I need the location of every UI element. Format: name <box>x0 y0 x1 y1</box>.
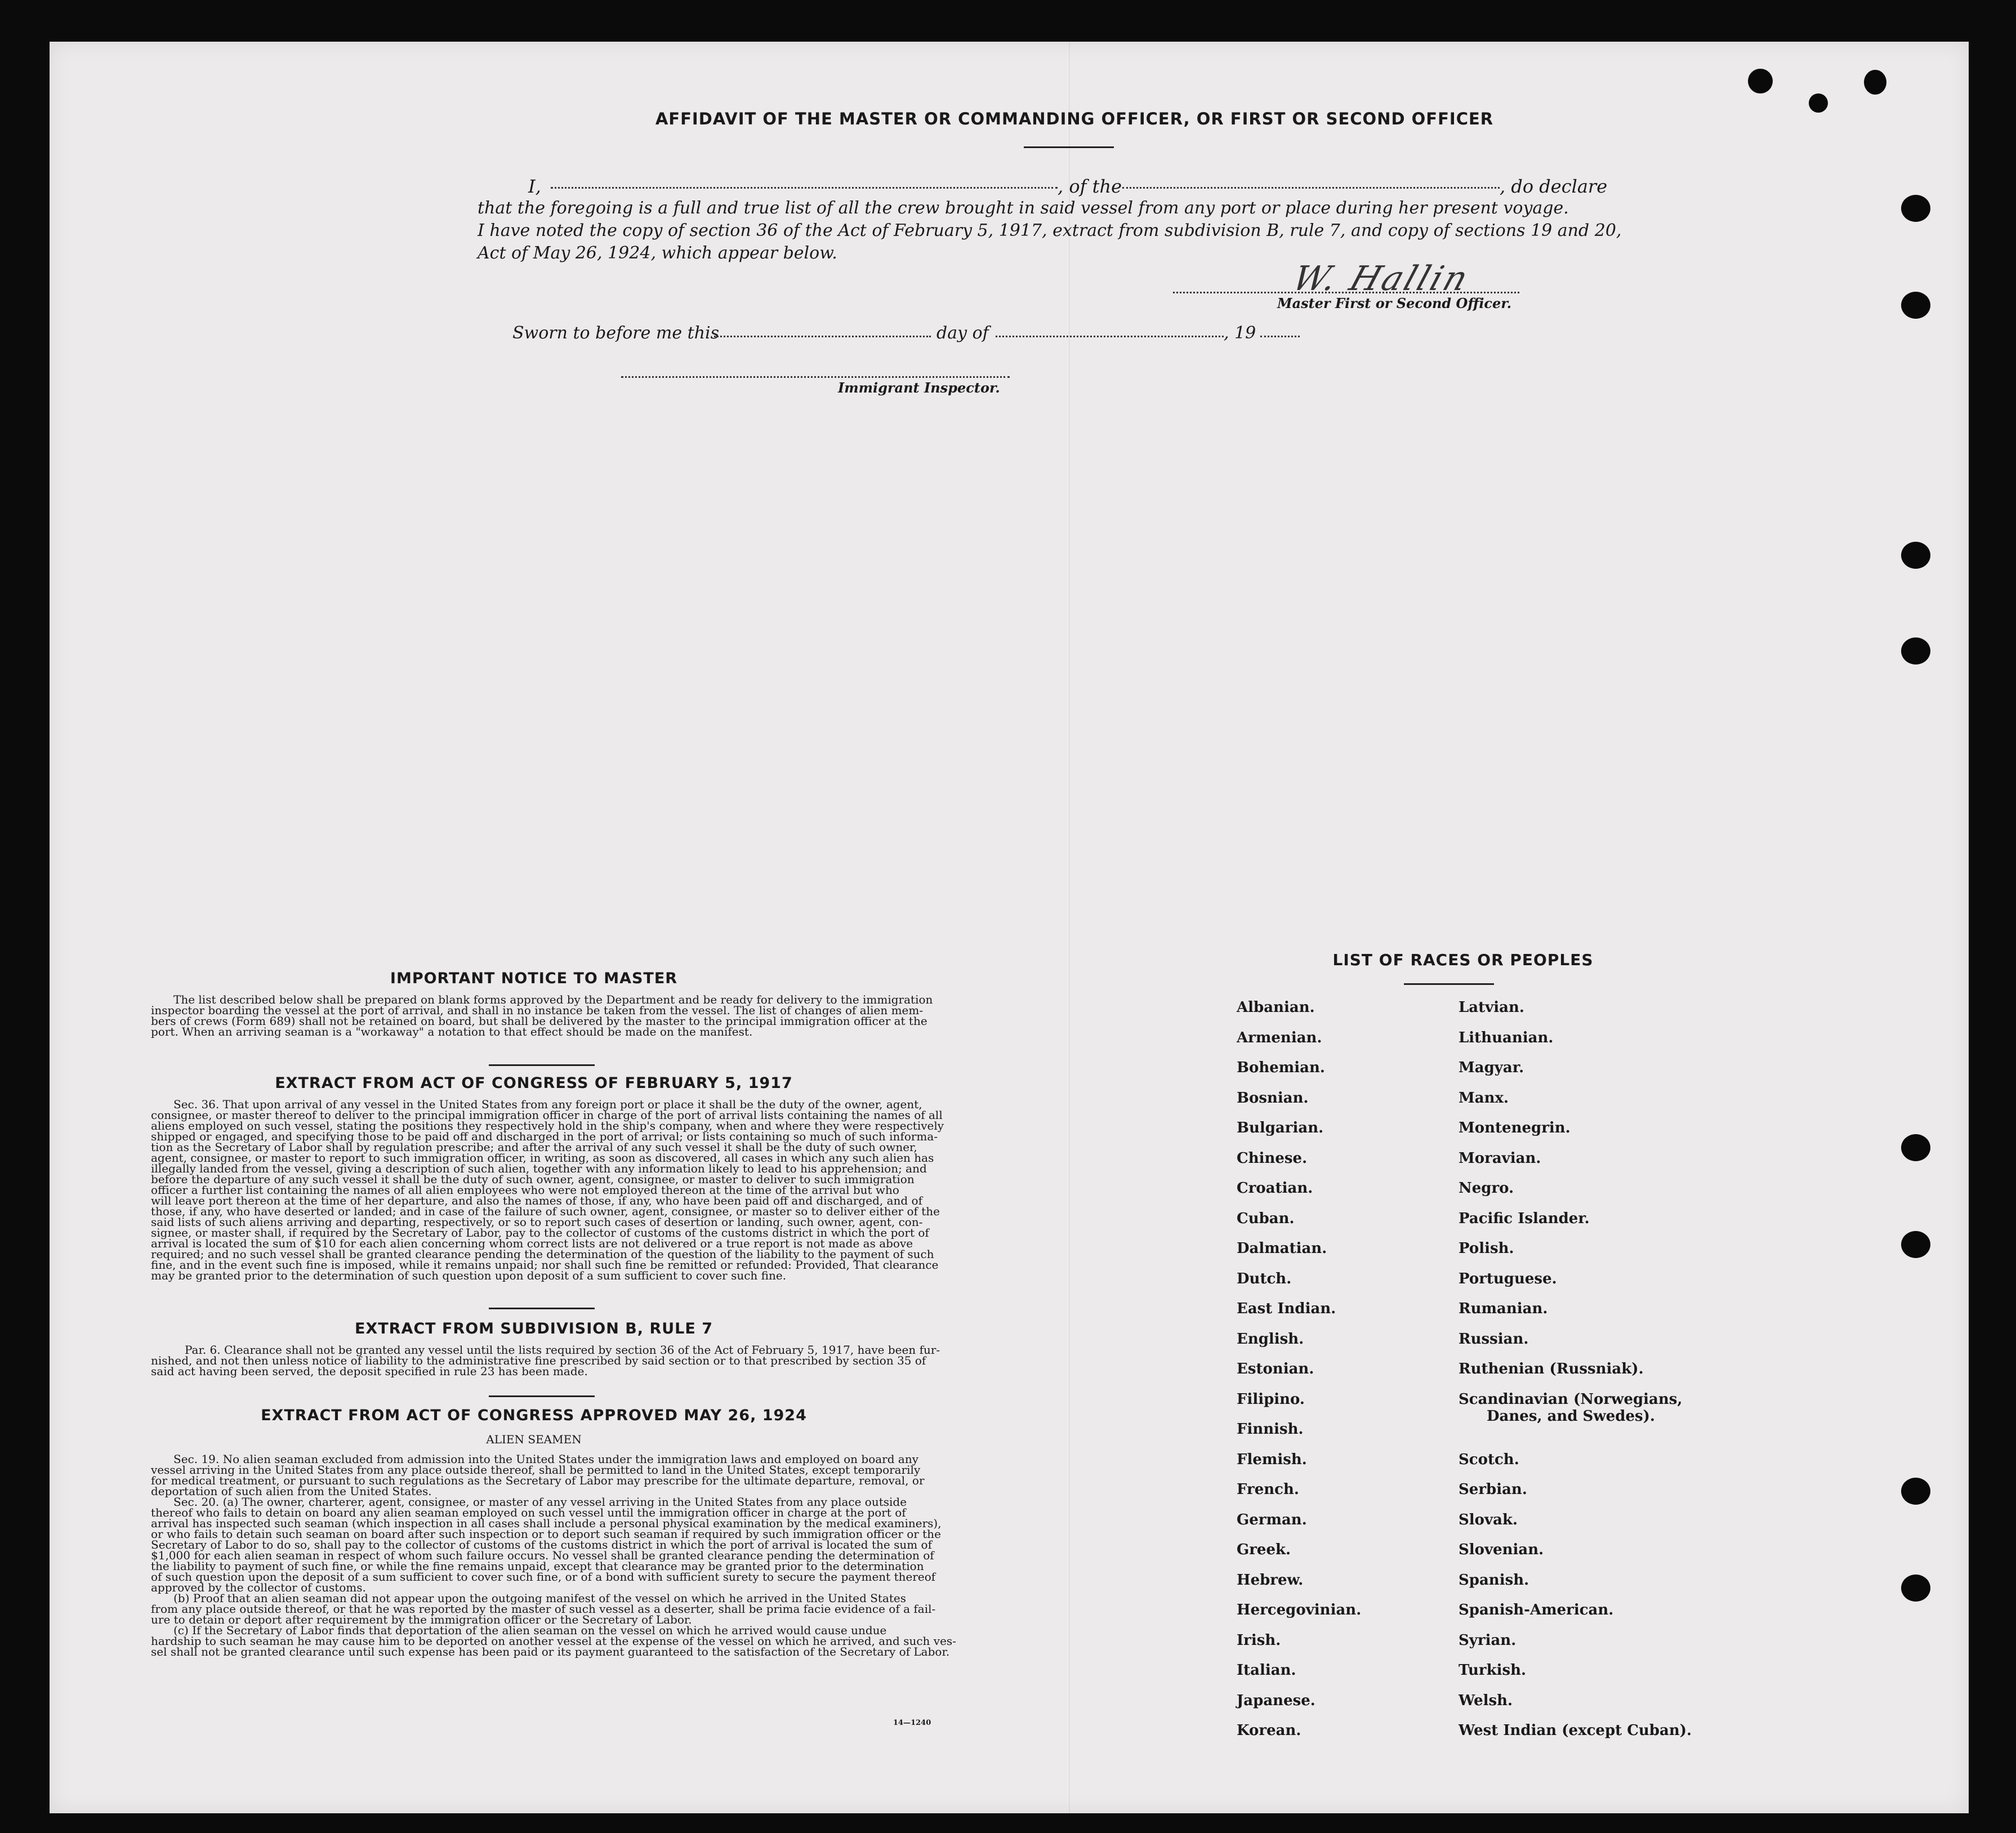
extract-1917-line: may be granted prior to the determination of such question upon deposit of a sum sufficient to cover such fine. <box>151 1269 787 1282</box>
race-item: Ruthenian (Russniak). <box>1459 1361 1644 1377</box>
extract-1924-line: approved by the collector of customs. <box>151 1581 366 1594</box>
extract-1917-line: before the departure of any such vessel it shall be the duty of such owner, agent, consignee, or master to deliver to such immigration <box>151 1172 915 1186</box>
punch-hole <box>1901 195 1930 222</box>
race-item: Filipino. <box>1237 1390 1305 1408</box>
extract-1924-subtitle: ALIEN SEAMEN <box>486 1433 582 1446</box>
punch-hole <box>1901 1575 1930 1602</box>
extract-1917-line: shipped or engaged, and specifying those to be paid off and discharged in the port of arrival; or lists containing so much of such informa- <box>151 1130 938 1143</box>
races-title: LIST OF RACES OR PEOPLES <box>1332 951 1594 969</box>
affidavit-title-rule <box>1024 146 1114 148</box>
race-item: East Indian. <box>1237 1300 1336 1317</box>
race-item: Negro. <box>1459 1180 1514 1197</box>
extract-1917-line: aliens employed on such vessel, stating the positions they respectively hold in the ship's company, when and where they were respectively <box>151 1119 944 1132</box>
race-item: Dalmatian. <box>1237 1240 1327 1257</box>
affidavit-vessel-field[interactable] <box>1122 187 1500 189</box>
extract-1917-line: agent, consignee, or master to report to such immigration officer, in writing, as soon as discovered, all cases in which any such alien has <box>151 1151 934 1165</box>
inspector-caption: Immigrant Inspector. <box>838 380 1000 396</box>
sworn-month-field[interactable] <box>996 336 1224 337</box>
race-item: Hebrew. <box>1237 1571 1304 1589</box>
race-item: Korean. <box>1237 1722 1301 1739</box>
extract-1924-line: the liability to payment of such fine, or while the fine remains unpaid, except that clearance may be granted prior to the determination <box>151 1559 924 1573</box>
race-item: Bohemian. <box>1237 1059 1325 1076</box>
extract-rule7-line: nished, and not then unless notice of liability to the administrative fine prescribed by said section or to that prescribed by section 35 of <box>151 1354 926 1367</box>
races-right-column <box>1459 999 1692 1752</box>
extract-1917-line: arrival is located the sum of $10 for each alien concerning whom correct lists are not delivered or a true report is not made as above <box>151 1237 913 1250</box>
race-item: Armenian. <box>1237 1029 1322 1046</box>
extract-1917-title: EXTRACT FROM ACT OF CONGRESS OF FEBRUARY 5, 1917 <box>275 1074 793 1092</box>
extract-1924-line: arrival has inspected such seaman (which inspection in all cases shall include a personal physical examination by the medical examiners), <box>151 1517 942 1530</box>
punch-hole <box>1748 69 1773 93</box>
extract-rule7-title: EXTRACT FROM SUBDIVISION B, RULE 7 <box>354 1320 713 1337</box>
affidavit-line2: that the foregoing is a full and true list of all the crew brought in said vessel from any port or place during her present voyage. <box>478 198 1569 218</box>
race-item: Scotch. <box>1459 1451 1519 1468</box>
race-item: Dutch. <box>1237 1270 1292 1287</box>
punch-hole <box>1809 93 1828 113</box>
extract-1924-line: Secretary of Labor to do so, shall pay to the collector of customs of the customs district in which the port of arrival is located the sum of <box>151 1538 932 1551</box>
race-item: French. <box>1237 1481 1299 1498</box>
page-fold <box>1069 42 1070 1813</box>
extract-1917-text <box>151 1099 1000 1281</box>
notice-line: The list described below shall be prepared on blank forms approved by the Department and be ready for delivery to the immigration <box>173 993 933 1006</box>
affidavit-name-field[interactable] <box>551 187 1058 189</box>
race-item: Albanian. <box>1237 999 1315 1016</box>
race-item: Greek. <box>1237 1541 1291 1558</box>
extract-1917-line: signee, or master shall, if required by the Secretary of Labor, pay to the collector of customs of the customs district in which the port of <box>151 1226 929 1239</box>
race-item: Spanish-American. <box>1459 1602 1614 1618</box>
race-item: Polish. <box>1459 1240 1514 1257</box>
race-item: Magyar. <box>1459 1059 1524 1076</box>
race-item: Turkish. <box>1459 1662 1527 1679</box>
races-title-rule <box>1404 983 1494 985</box>
race-item: Russian. <box>1459 1330 1529 1348</box>
race-item: Bulgarian. <box>1237 1120 1324 1136</box>
races-left-column <box>1237 999 1361 1752</box>
race-item: Japanese. <box>1237 1692 1315 1709</box>
race-item: Croatian. <box>1237 1180 1313 1197</box>
race-item: Lithuanian. <box>1459 1029 1554 1046</box>
race-item: Chinese. <box>1237 1149 1308 1167</box>
notice-line: inspector boarding the vessel at the port of arrival, and shall in no instance be taken from the vessel. The list of changes of alien mem- <box>151 1004 924 1017</box>
race-item: Latvian. <box>1459 999 1524 1016</box>
extract-1924-line: from any place outside thereof, or that he was reported by the master of such vessel as a deserter, shall be prima facie evidence of a fail- <box>151 1602 936 1616</box>
affidavit-line1-declare: , do declare <box>1500 176 1608 197</box>
extract-1917-line: those, if any, who have deserted or landed; and in case of the failure of such owner, agent, consignee, or master so to deliver either of the <box>151 1205 940 1218</box>
master-signature: W. Hallin <box>1287 259 1475 298</box>
extract-rule7-line: Par. 6. Clearance shall not be granted any vessel until the lists required by section 36 of the Act of February 5, 1917, have been fur- <box>185 1343 940 1357</box>
race-item: Syrian. <box>1459 1631 1517 1649</box>
extract-1924-line: deportation of such alien from the United States. <box>151 1484 432 1498</box>
extract-1917-line: required; and no such vessel shall be granted clearance pending the determination of the question of the liability to the payment of such <box>151 1247 934 1261</box>
punch-hole <box>1901 542 1930 569</box>
extract-1924-line: of such question upon the deposit of a sum sufficient to cover such fine, or of a bond with sufficient surety to secure the payment thereof <box>151 1570 936 1584</box>
punch-hole <box>1864 70 1886 95</box>
extract-1917-line: fine, and in the event such fine is imposed, while it remains unpaid; nor shall such fine be remitted or refunded: Provided, That clearance <box>151 1258 939 1272</box>
extract-1924-line: $1,000 for each alien seaman in respect of whom such failure occurs. No vessel shall be granted clearance pending the determination of <box>151 1549 934 1562</box>
extract-1917-line: Sec. 36. That upon arrival of any vessel in the United States from any foreign port or place it shall be the duty of the owner, agent, <box>173 1098 922 1111</box>
race-item: Slovak. <box>1459 1511 1518 1528</box>
extract-rule7-line: said act having been served, the deposit specified in rule 23 has been made. <box>151 1364 588 1378</box>
punch-hole <box>1901 1478 1930 1505</box>
extract-1917-line: illegally landed from the vessel, giving a description of such alien, together with any information likely to lead to his apprehension; and <box>151 1162 927 1175</box>
extract-rule7-text <box>151 1345 1000 1377</box>
form-number: 14—1240 <box>893 1719 931 1727</box>
notice-text <box>151 994 1000 1037</box>
race-item: Cuban. <box>1237 1210 1295 1227</box>
sworn-year-field[interactable] <box>1260 336 1300 337</box>
extract-1924-line: for medical treatment, or pursuant to such regulations as the Secretary of Labor may prescribe for the ultimate departure, removal, or <box>151 1474 925 1487</box>
extract-1917-rule <box>489 1308 595 1309</box>
day-of-label: day of <box>936 323 989 343</box>
race-item: English. <box>1237 1330 1304 1348</box>
extract-1924-line: or who fails to detain such seaman on board after such inspection or to deport such seaman if required by such immigration officer or the <box>151 1527 941 1541</box>
extract-1924-line: (b) Proof that an alien seaman did not appear upon the outgoing manifest of the vessel on which he arrived in the United States <box>173 1591 907 1605</box>
race-item: Portuguese. <box>1459 1270 1557 1287</box>
extract-1924-line: sel shall not be granted clearance until such expense has been paid or its payment guaranteed to the satisfaction of the Secretary of Labor. <box>151 1645 950 1658</box>
race-item: Finnish. <box>1237 1421 1304 1438</box>
extract-1917-line: officer a further list containing the names of all alien employees who were not employed thereon at the time of the arrival but who <box>151 1183 899 1197</box>
race-item: Flemish. <box>1237 1451 1307 1468</box>
punch-hole <box>1901 1231 1930 1258</box>
race-item: Pacific Islander. <box>1459 1210 1590 1227</box>
notice-rule <box>489 1064 595 1066</box>
race-item: Bosnian. <box>1237 1089 1309 1107</box>
signer-caption: Master First or Second Officer. <box>1277 295 1512 311</box>
notice-line: bers of crews (Form 689) shall not be retained on board, but shall be delivered by the master to the principal immigration officer at the <box>151 1014 927 1028</box>
extract-1924-line: (c) If the Secretary of Labor finds that deportation of the alien seaman on the vessel on which he arrived would cause undue <box>173 1624 887 1637</box>
race-item: Italian. <box>1237 1662 1296 1679</box>
race-item: Irish. <box>1237 1631 1281 1649</box>
affidavit-line1-i: I, <box>528 176 541 197</box>
extract-1917-line: said lists of such aliens arriving and departing, respectively, or so to report such cases of desertion or landing, such owner, agent, con- <box>151 1215 923 1229</box>
extract-1924-line: Sec. 19. No alien seaman excluded from admission into the United States under the immigration laws and employed on board any <box>173 1452 918 1466</box>
sworn-label: Sworn to before me this <box>512 323 720 343</box>
sworn-day-field[interactable] <box>714 336 931 337</box>
affidavit-line4: Act of May 26, 1924, which appear below. <box>478 243 837 263</box>
punch-hole <box>1901 1134 1930 1161</box>
race-item: Danes, and Swedes). <box>1487 1407 1655 1425</box>
extract-1917-line: consignee, or master thereof to deliver to the principal immigration officer in charge of the port of arrival lists containing the names of all <box>151 1108 943 1122</box>
race-item: Hercegovinian. <box>1237 1602 1362 1618</box>
race-item: Spanish. <box>1459 1571 1529 1589</box>
affidavit-line3: I have noted the copy of section 36 of the Act of February 5, 1917, extract from subdivision B, rule 7, and copy of sections 19 and 20, <box>478 221 1622 240</box>
extract-1924-line: thereof who fails to detain on board any alien seaman employed on such vessel until the immigration officer in charge at the port of <box>151 1506 906 1519</box>
race-item: West Indian (except Cuban). <box>1459 1722 1692 1739</box>
notice-title: IMPORTANT NOTICE TO MASTER <box>390 970 678 987</box>
year-label: , 19 <box>1224 323 1256 343</box>
extract-1924-line: vessel arriving in the United States from any place outside thereof, shall be permitted to land in the United States, except temporarily <box>151 1463 921 1477</box>
race-item: Slovenian. <box>1459 1541 1544 1558</box>
punch-hole <box>1901 637 1930 664</box>
affidavit-line1-of: , of the <box>1058 176 1122 197</box>
inspector-signature-field[interactable] <box>621 376 1010 378</box>
extract-1924-line: Sec. 20. (a) The owner, charterer, agent, consignee, or master of any vessel arriving in the United States from any place outside <box>173 1495 907 1509</box>
extract-1917-line: will leave port thereon at the time of her departure, and also the names of those, if any, who have been paid off and discharged, and of <box>151 1194 922 1207</box>
extract-1924-title: EXTRACT FROM ACT OF CONGRESS APPROVED MAY 26, 1924 <box>261 1407 807 1424</box>
race-item: Estonian. <box>1237 1361 1314 1377</box>
punch-hole <box>1901 292 1930 319</box>
extract-rule7-rule <box>489 1395 595 1397</box>
race-item: German. <box>1237 1511 1307 1528</box>
notice-line: port. When an arriving seaman is a "workaway" a notation to that effect should be made on the manifest. <box>151 1025 753 1038</box>
race-item: Scandinavian (Norwegians, <box>1459 1390 1683 1408</box>
extract-1917-line: tion as the Secretary of Labor shall by regulation prescribe; and after the arrival of any such vessel it shall be the duty of such owner, <box>151 1140 917 1154</box>
race-item: Welsh. <box>1459 1692 1513 1709</box>
race-item: Moravian. <box>1459 1149 1541 1167</box>
document-page <box>50 42 1969 1813</box>
race-item: Serbian. <box>1459 1481 1527 1498</box>
affidavit-title: AFFIDAVIT OF THE MASTER OR COMMANDING OFFICER, OR FIRST OR SECOND OFFICER <box>655 109 1494 128</box>
race-item: Rumanian. <box>1459 1300 1548 1317</box>
race-item: Montenegrin. <box>1459 1120 1571 1136</box>
extract-1924-text <box>151 1454 1000 1657</box>
race-item: Manx. <box>1459 1089 1509 1107</box>
extract-1924-line: hardship to such seaman he may cause him to be deported on another vessel at the expense of the vessel on which he arrived, and such ves- <box>151 1634 956 1648</box>
extract-1924-line: ure to detain or deport after requirement by the immigration officer or the Secretary of Labor. <box>151 1613 692 1626</box>
